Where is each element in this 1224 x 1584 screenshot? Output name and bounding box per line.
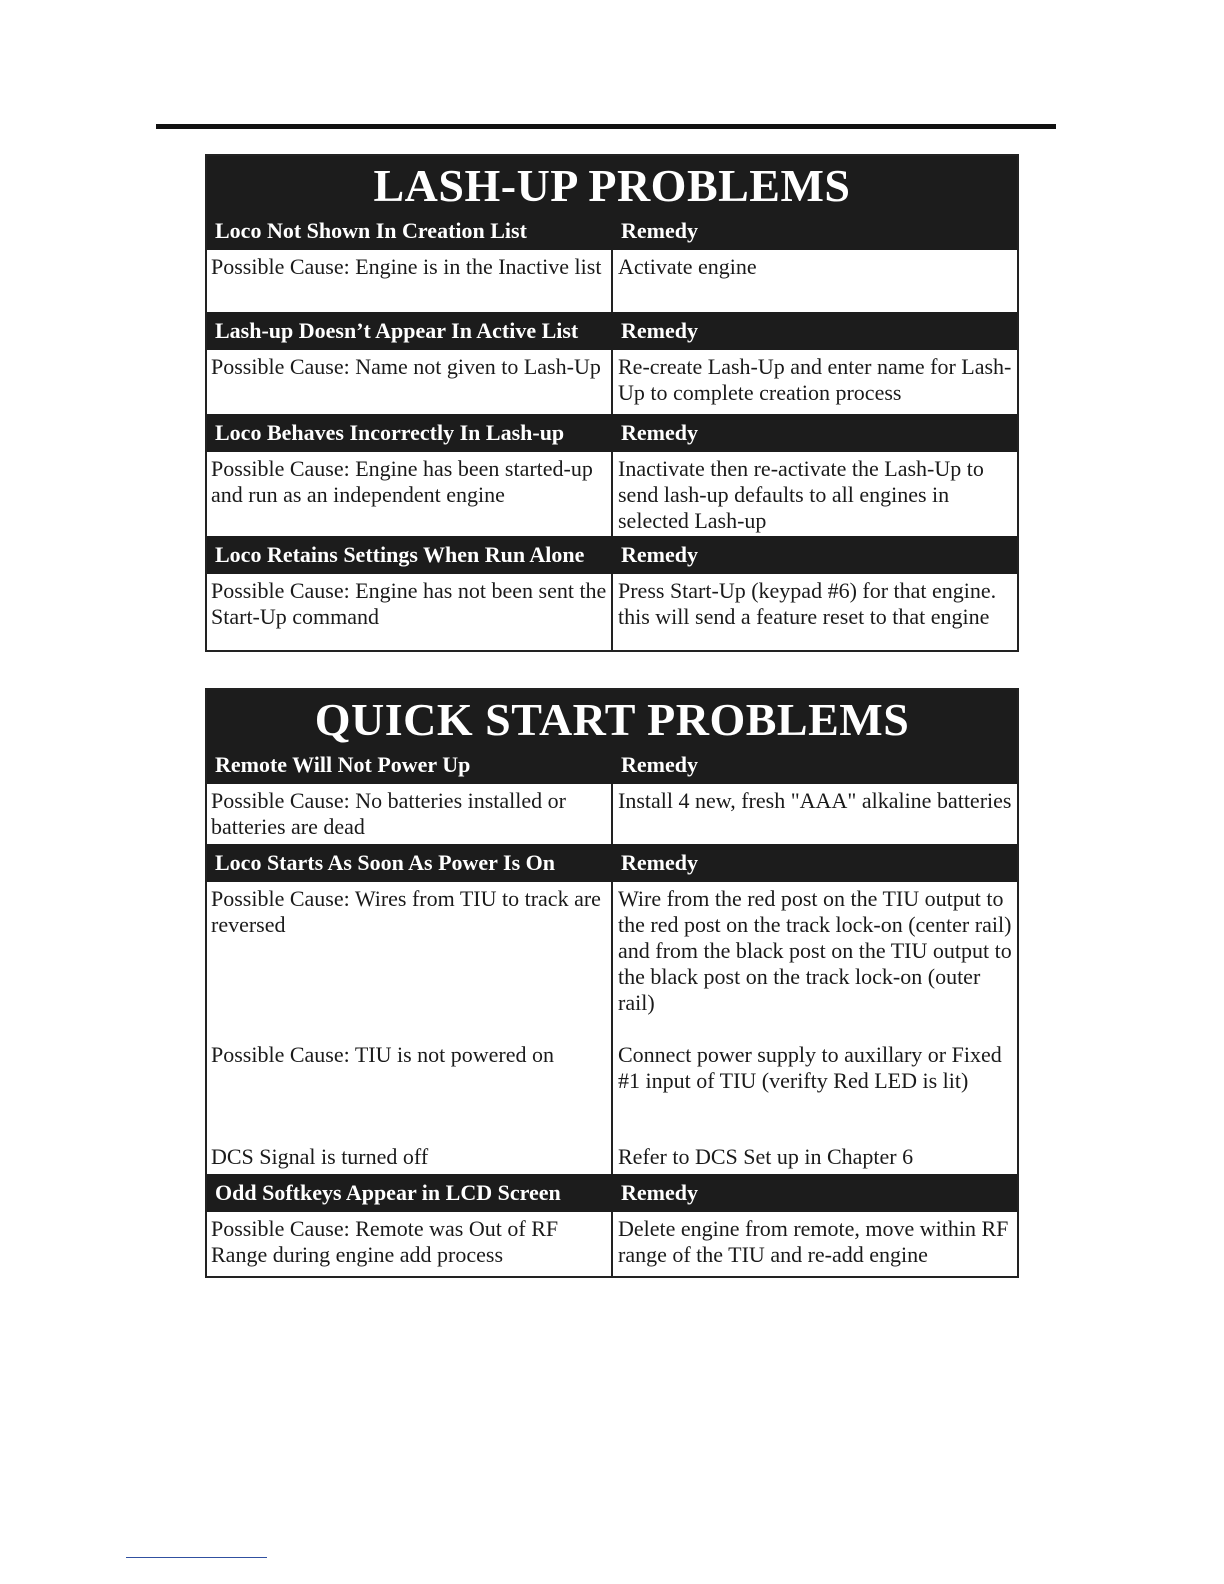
lashup-problems-table	[205, 154, 1019, 652]
remedy-label: Remedy	[621, 420, 698, 445]
section-header	[207, 844, 1017, 882]
cause-cell: Possible Cause: Engine has been started-up and run as an independent engine	[207, 452, 613, 536]
section-header	[207, 536, 1017, 574]
cause-cell: DCS Signal is turned off	[211, 1144, 429, 1169]
remedy-cell: Delete engine from remote, move within RF range of the TIU and re-add engine	[618, 1216, 1009, 1267]
table-row	[207, 574, 1017, 650]
section-heading: Odd Softkeys Appear in LCD Screen	[215, 1180, 561, 1205]
remedy-cell: Re-create Lash-Up and enter name for Lash-Up to complete creation process	[618, 354, 1012, 405]
section-header	[207, 312, 1017, 350]
remedy-label: Remedy	[621, 850, 698, 875]
section-header	[207, 414, 1017, 452]
table-row	[207, 452, 1017, 536]
section-heading: Loco Not Shown In Creation List	[215, 218, 527, 243]
section-header	[207, 212, 1017, 250]
remedy-column	[613, 882, 1017, 1174]
remedy-cell: Refer to DCS Set up in Chapter 6	[618, 1144, 914, 1169]
cause-cell: Possible Cause: No batteries installed or batteries are dead	[207, 784, 613, 844]
table-title: LASH-UP PROBLEMS	[207, 156, 1017, 212]
quickstart-problems-table	[205, 688, 1019, 1278]
cause-cell: Possible Cause: Name not given to Lash-Up	[207, 350, 613, 414]
remedy-label: Remedy	[621, 218, 698, 243]
section-header	[207, 1174, 1017, 1212]
cause-column	[207, 882, 613, 1174]
table-row	[207, 250, 1017, 312]
table-row	[207, 350, 1017, 414]
footer-rule	[126, 1557, 267, 1558]
remedy-label: Remedy	[621, 318, 698, 343]
table-title: QUICK START PROBLEMS	[207, 690, 1017, 746]
section-heading: Loco Retains Settings When Run Alone	[215, 542, 585, 567]
remedy-label: Remedy	[621, 1180, 698, 1205]
cause-cell: Possible Cause: Wires from TIU to track are reversed	[211, 886, 601, 937]
table-row	[207, 784, 1017, 844]
remedy-cell: Install 4 new, fresh "AAA" alkaline batteries	[618, 788, 1012, 813]
section-heading: Remote Will Not Power Up	[215, 752, 471, 777]
remedy-cell: Inactivate then re-activate the Lash-Up to send lash-up defaults to all engines in selected Lash-up	[618, 456, 984, 533]
section-heading: Loco Behaves Incorrectly In Lash-up	[215, 420, 565, 445]
table-row	[207, 882, 1017, 1174]
remedy-cell: Wire from the red post on the TIU output to the red post on the track lock-on (center rail) and from the black post on the TIU output to the black post on the track lock-on (outer rail)	[618, 886, 1012, 1015]
remedy-cell: Press Start-Up (keypad #6) for that engine. this will send a feature reset to that engine	[618, 578, 997, 629]
table-row	[207, 1212, 1017, 1276]
top-rule	[156, 124, 1056, 129]
cause-cell: Possible Cause: TIU is not powered on	[211, 1042, 555, 1067]
cause-cell: Possible Cause: Engine has not been sent the Start-Up command	[207, 574, 613, 650]
section-heading: Lash-up Doesn’t Appear In Active List	[215, 318, 579, 343]
remedy-cell: Activate engine	[618, 254, 757, 279]
section-heading: Loco Starts As Soon As Power Is On	[215, 850, 556, 875]
remedy-label: Remedy	[621, 542, 698, 567]
remedy-label: Remedy	[621, 752, 698, 777]
remedy-cell: Connect power supply to auxillary or Fixed #1 input of TIU (verifty Red LED is lit)	[618, 1042, 1002, 1093]
cause-cell: Possible Cause: Engine is in the Inactive list	[207, 250, 613, 312]
section-header	[207, 746, 1017, 784]
cause-cell: Possible Cause: Remote was Out of RF Range during engine add process	[207, 1212, 613, 1276]
